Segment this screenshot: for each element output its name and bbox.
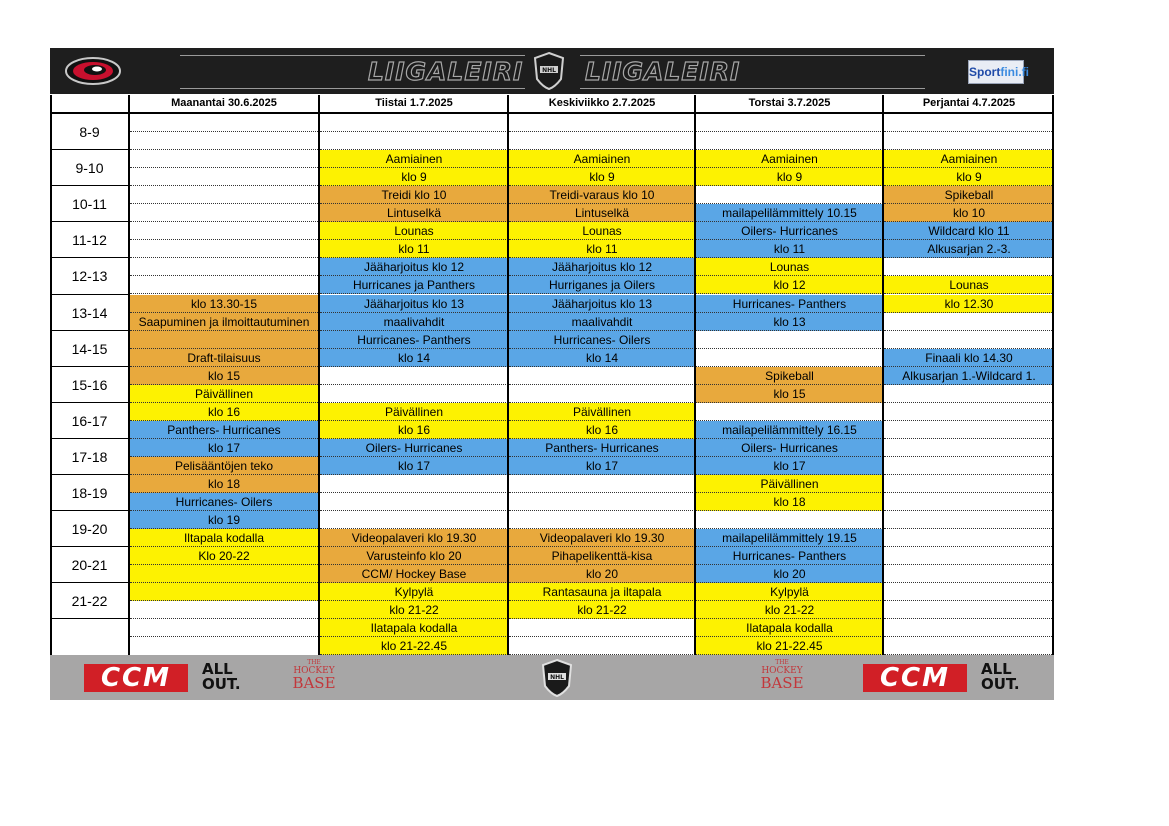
schedule-cell [884,601,1054,619]
nhl-shield-icon [540,658,574,698]
schedule-cell: Videopalaveri klo 19.30 [509,529,695,547]
schedule-cell: maalivahdit [320,313,508,331]
schedule-cell: klo 17 [320,457,508,475]
schedule-cell: Aamiainen [884,150,1054,168]
schedule-cell [130,168,318,186]
schedule-cell: Ilatapala kodalla [696,619,883,637]
schedule-cell: Lounas [509,222,695,240]
schedule-cell [130,132,318,150]
schedule-cell: Videopalaveri klo 19.30 [320,529,508,547]
schedule-cell: klo 21-22 [320,601,508,619]
time-slot-label: 20-21 [71,557,108,574]
schedule-cell [130,258,318,276]
schedule-cell [509,114,695,132]
schedule-cell: Klo 20-22 [130,547,318,565]
schedule-cell: Treidi-varaus klo 10 [509,186,695,204]
schedule-cell: Pelisääntöjen teko [130,457,318,475]
day-header: Maanantai 30.6.2025 [130,95,318,114]
schedule-cell [130,276,318,294]
nhl-shield-icon [532,51,566,91]
schedule-cell: Aamiainen [509,150,695,168]
schedule-cell: klo 16 [320,421,508,439]
column-divider [50,95,52,656]
hockey-base-left-1: THE [307,659,321,666]
sportfini-logo [968,60,1030,84]
schedule-cell: Alkusarjan 1.-Wildcard 1. [884,367,1054,385]
title-right: LIIGALEIRI [585,57,741,86]
schedule-cell: klo 12 [696,276,883,294]
column-divider [1052,95,1054,656]
time-slot-label: 14-15 [71,340,108,357]
schedule-cell: Panthers- Hurricanes [509,439,695,457]
schedule-cell [884,132,1054,150]
schedule-cell: klo 10 [884,204,1054,222]
schedule-cell: klo 16 [130,403,318,421]
schedule-cell [130,565,318,583]
schedule-cell: Ilatapala kodalla [320,619,508,637]
time-slot-label: 10-11 [72,196,107,213]
schedule-cell [696,511,883,529]
schedule-cell: Kylpylä [320,583,508,601]
schedule-cell [884,403,1054,421]
schedule-cell [130,240,318,258]
schedule-cell: maalivahdit [509,313,695,331]
schedule-cell: klo 21-22 [509,601,695,619]
schedule-cell: Lounas [696,258,883,276]
day-header: Torstai 3.7.2025 [696,95,883,114]
schedule-cell: Hurricanes- Oilers [509,331,695,349]
schedule-cell [696,132,883,150]
time-slot-label: 21-22 [71,593,108,610]
schedule-cell [884,493,1054,511]
hockey-base-right-2: HOCKEY [761,666,803,676]
svg-text:NHL: NHL [550,674,564,681]
schedule-cell [884,583,1054,601]
schedule-cell: klo 20 [696,565,883,583]
schedule-cell: klo 9 [509,168,695,186]
schedule-cell [130,186,318,204]
schedule-cell [884,331,1054,349]
day-header: Perjantai 4.7.2025 [884,95,1054,114]
schedule-cell [130,114,318,132]
schedule-cell [130,331,318,349]
schedule-cell: Rantasauna ja iltapala [509,583,695,601]
schedule-cell: klo 17 [130,439,318,457]
schedule-cell: Päivällinen [130,385,318,403]
schedule-cell: klo 20 [509,565,695,583]
schedule-cell: Päivällinen [509,403,695,421]
schedule-cell [696,349,883,367]
schedule-cell: Alkusarjan 2.-3. [884,240,1054,258]
time-slot-label: 11-12 [72,232,107,249]
schedule-cell: klo 18 [130,475,318,493]
schedule-cell: klo 9 [884,168,1054,186]
schedule-cell [884,565,1054,583]
schedule-cell: Jääharjoitus klo 12 [509,258,695,276]
schedule-cell: klo 11 [696,240,883,258]
schedule-cell: klo 12.30 [884,295,1054,313]
schedule-cell: Hurricanes- Panthers [696,547,883,565]
schedule-cell: klo 17 [696,457,883,475]
schedule-cell: Hurricanes ja Panthers [320,276,508,294]
schedule-cell: Hurricanes- Panthers [696,295,883,313]
schedule-cell: Spikeball [696,367,883,385]
schedule-cell: Aamiainen [320,150,508,168]
schedule-cell: klo 21-22 [696,601,883,619]
schedule-sheet [50,48,1054,700]
schedule-cell [884,313,1054,331]
schedule-cell: Oilers- Hurricanes [696,222,883,240]
time-slot-label: 19-20 [71,521,108,538]
header-rule [580,88,925,89]
schedule-cell: Oilers- Hurricanes [696,439,883,457]
time-slot-label: 18-19 [71,485,108,501]
schedule-cell [696,331,883,349]
schedule-cell [130,619,318,637]
sponsor-text-a: Sport [969,65,1001,79]
allout-left-1: ALL [202,660,233,678]
schedule-cell [320,385,508,403]
schedule-cell: Lintuselkä [320,204,508,222]
schedule-cell: Päivällinen [320,403,508,421]
schedule-cell: Spikeball [884,186,1054,204]
schedule-cell: klo 17 [509,457,695,475]
time-slot-label: 16-17 [71,412,108,429]
schedule-cell [884,114,1054,132]
ccm-logo-right: CCM [863,664,967,692]
hockey-base-right-3: BASE [760,674,804,692]
schedule-cell: Wildcard klo 11 [884,222,1054,240]
allout-right-1: ALL [981,660,1012,678]
schedule-cell [509,493,695,511]
schedule-cell: klo 11 [509,240,695,258]
schedule-cell [130,222,318,240]
schedule-cell: klo 21-22.45 [320,637,508,655]
allout-left [202,662,241,692]
schedule-cell: Lounas [884,276,1054,294]
schedule-cell [884,258,1054,276]
header-banner [50,48,1054,94]
schedule-cell: Hurricanes- Panthers [320,331,508,349]
schedule-cell [884,529,1054,547]
day-header: Tiistai 1.7.2025 [320,95,508,114]
schedule-cell [509,385,695,403]
column-divider [318,95,320,656]
time-slot-label: 9-10 [75,160,104,177]
schedule-cell: Päivällinen [696,475,883,493]
time-slot-label [50,619,129,655]
schedule-cell: Panthers- Hurricanes [130,421,318,439]
schedule-cell: Jääharjoitus klo 12 [320,258,508,276]
schedule-cell: klo 13.30-15 [130,295,318,313]
schedule-cell: Aamiainen [696,150,883,168]
time-slot-label: 13-14 [71,304,108,321]
schedule-cell [509,637,695,655]
schedule-cell [696,114,883,132]
column-divider [507,95,509,656]
column-divider [694,95,696,656]
schedule-cell [884,637,1054,655]
hockey-base-logo-right [758,659,806,697]
schedule-cell [509,619,695,637]
schedule-cell: Varusteinfo klo 20 [320,547,508,565]
schedule-cell [320,132,508,150]
time-slot-label: 15-16 [71,376,108,393]
schedule-cell: Lounas [320,222,508,240]
schedule-cell: Oilers- Hurricanes [320,439,508,457]
column-divider [128,95,130,656]
schedule-cell [320,367,508,385]
schedule-cell: Hurriganes ja Oilers [509,276,695,294]
schedule-cell [130,204,318,222]
schedule-cell: mailapelilämmittely 10.15 [696,204,883,222]
schedule-cell [884,547,1054,565]
hurricanes-logo-icon [64,56,122,86]
schedule-cell [509,132,695,150]
time-slot-label: 12-13 [71,268,108,285]
schedule-cell: CCM/ Hockey Base [320,565,508,583]
hockey-base-logo-left [290,659,338,697]
allout-right-2: OUT. [981,675,1020,693]
schedule-cell: klo 18 [696,493,883,511]
schedule-cell [884,439,1054,457]
schedule-cell: Saapuminen ja ilmoittautuminen [130,313,318,331]
sponsor-footer [50,655,1054,700]
schedule-cell: klo 9 [320,168,508,186]
schedule-cell: Treidi klo 10 [320,186,508,204]
schedule-cell: klo 11 [320,240,508,258]
schedule-cell: klo 19 [130,511,318,529]
schedule-cell: Finaali klo 14.30 [884,349,1054,367]
schedule-cell [884,511,1054,529]
svg-text:NHL: NHL [542,67,556,74]
schedule-cell: klo 21-22.45 [696,637,883,655]
schedule-cell: klo 15 [130,367,318,385]
header-rule [180,55,525,56]
allout-left-2: OUT. [202,675,241,693]
schedule-cell: Jääharjoitus klo 13 [320,295,508,313]
schedule-cell: Iltapala kodalla [130,529,318,547]
schedule-cell: klo 15 [696,385,883,403]
schedule-cell [320,511,508,529]
schedule-cell [509,367,695,385]
schedule-cell: klo 9 [696,168,883,186]
schedule-cell: Kylpylä [696,583,883,601]
time-header [50,95,129,114]
schedule-cell [320,475,508,493]
schedule-cell: klo 14 [320,349,508,367]
schedule-cell [884,385,1054,403]
schedule-cell: mailapelilämmittely 19.15 [696,529,883,547]
schedule-cell: klo 14 [509,349,695,367]
schedule-cell [130,601,318,619]
schedule-cell: Lintuselkä [509,204,695,222]
schedule-cell [509,475,695,493]
schedule-cell [320,114,508,132]
hockey-base-left-3: BASE [292,674,336,692]
day-header: Keskiviikko 2.7.2025 [509,95,695,114]
header-rule [180,88,525,89]
sponsor-text-b: fini.fi [1000,65,1030,79]
schedule-cell [696,186,883,204]
schedule-cell [130,150,318,168]
schedule-cell: Pihapelikenttä-kisa [509,547,695,565]
column-divider [882,95,884,656]
time-slot-label: 17-18 [71,448,108,465]
schedule-cell [884,475,1054,493]
schedule-cell [509,511,695,529]
title-left: LIIGALEIRI [368,57,524,86]
schedule-cell [696,403,883,421]
schedule-cell: Draft-tilaisuus [130,349,318,367]
schedule-cell: klo 13 [696,313,883,331]
schedule-cell: Jääharjoitus klo 13 [509,295,695,313]
allout-right [981,662,1020,692]
ccm-logo-left: CCM [84,664,188,692]
header-rule [580,55,925,56]
schedule-cell [884,457,1054,475]
hockey-base-right-1: THE [775,659,789,666]
schedule-cell: mailapelilämmittely 16.15 [696,421,883,439]
hockey-base-left-2: HOCKEY [293,666,335,676]
schedule-cell [884,421,1054,439]
schedule-cell [320,493,508,511]
schedule-cell: Hurricanes- Oilers [130,493,318,511]
schedule-cell: klo 16 [509,421,695,439]
schedule-cell [884,619,1054,637]
time-slot-label: 8-9 [79,124,100,140]
schedule-cell [130,583,318,601]
